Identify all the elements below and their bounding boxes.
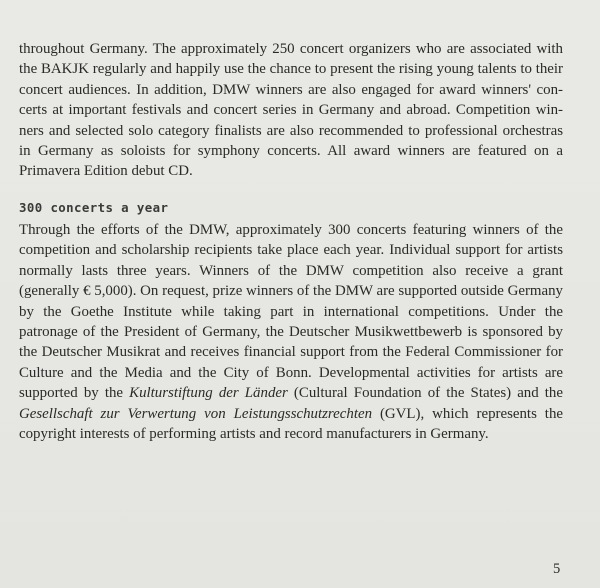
paragraph-2-text-3: (GVL), which represents the copyright interests of performing artists and record manufacturers in Germany. (19, 405, 563, 443)
paragraph-2-text-2: (Cultural Foundation of the States) and the (287, 385, 563, 402)
section-heading: 300 concerts a year (19, 200, 169, 215)
paragraph-2-italic-title-2: Gesellschaft zur Verwertung von Leistungsschutzrechten (19, 405, 373, 422)
body-paragraph-1: throughout Germany. The approximately 250 concert organizers who are associated with the BAKJK regularly and happily use the chance to present the rising young talents to their concert audiences. In addition, DMW winners are also engaged for award winners' concerts at important festivals and concert series in Germany and abroad. Competition winners and selected solo category finalists are also recommended to professional orchestras in Germany as soloists for symphony concerts. All award winners are featured on a Primavera Edition debut CD. (19, 41, 563, 180)
paragraph-2-italic-title-1: Kulturstiftung der Länder (129, 385, 288, 402)
page-number: 5 (553, 561, 561, 577)
paragraph-2-text-1: Through the efforts of the DMW, approximately 300 concerts featuring winners of the competition and scholarship recipients take place each year. Individual support for artists normally lasts three years. Winners of the DMW competition also receive a grant (generally € 5,000). On request, prize winners of the DMW are supported outside Germany by the Goethe Institute while taking part in international competitions. Under the patronage of the President of Germany, the Deutscher Musikwettbewerb is sponsored by the Deutscher Musikrat and receives financial support from the Federal Commissioner for Culture and the Media and the City of Bonn. Developmental activities for artists are supported by the (19, 222, 563, 402)
body-paragraph-2 (19, 220, 563, 444)
